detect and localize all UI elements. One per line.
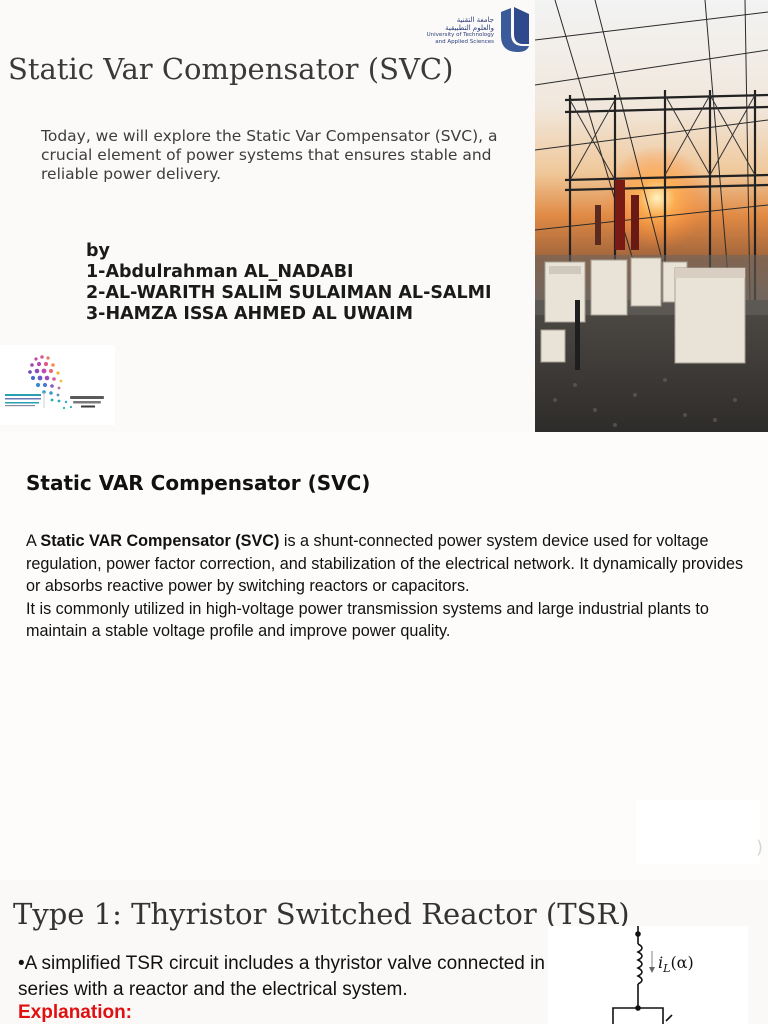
oman-vision-2040-logo xyxy=(0,345,115,425)
university-logo-english-1: University of Technology xyxy=(426,32,494,38)
electrical-substation-photo xyxy=(535,0,768,432)
svc-paragraph-1: A Static VAR Compensator (SVC) is a shunt-connected power system device used for voltage regulation, power factor correction, and stabilization of the electrical network. It dynamically provides or absorbs reactive power by switching reactors or capacitors. xyxy=(26,532,744,595)
tsr-bullet xyxy=(18,951,548,1003)
blank-panel xyxy=(636,800,760,864)
author-by: by xyxy=(86,241,110,261)
university-logo-english-2: and Applied Sciences xyxy=(435,39,494,45)
author-1: 1-Abdulrahman AL_NADABI xyxy=(86,262,354,282)
svc-heading: Static VAR Compensator (SVC) xyxy=(26,471,371,495)
university-logo xyxy=(426,6,532,54)
bracket-glyph-icon: ) xyxy=(756,837,764,858)
svc-term: Static VAR Compensator (SVC) xyxy=(40,532,280,550)
slide-svc-definition xyxy=(0,432,768,880)
circuit-label-current: $i_L(\alpha)$ xyxy=(658,953,694,975)
slide-tsr xyxy=(0,880,768,1024)
slide-title xyxy=(0,0,768,432)
university-logo-arabic-2: والعلوم التطبيقية xyxy=(445,24,494,32)
university-logo-arabic-1: جامعة التقنية xyxy=(456,16,494,24)
bullet-icon: • xyxy=(18,953,25,974)
author-3: 3-HAMZA ISSA AHMED AL UWAIM xyxy=(86,304,414,324)
svc-description xyxy=(26,530,756,643)
author-list xyxy=(86,241,492,325)
explanation-label: Explanation: xyxy=(18,1002,133,1023)
tsr-bullet-text: A simplified TSR circuit includes a thyristor valve connected in series with a reactor and the electrical system. xyxy=(18,953,545,1000)
tsr-circuit-diagram xyxy=(548,926,748,1024)
slide-title-heading: Static Var Compensator (SVC) xyxy=(8,52,454,86)
svc-paragraph-2: It is commonly utilized in high-voltage power transmission systems and large industrial plants to maintain a stable voltage profile and improve power quality. xyxy=(26,599,709,640)
university-mark-icon xyxy=(498,6,532,52)
tsr-title: Type 1: Thyristor Switched Reactor (TSR) xyxy=(13,897,630,931)
intro-text: Today, we will explore the Static Var Compensator (SVC), a crucial element of power systems that ensures stable and reliable power delivery. xyxy=(41,127,498,183)
inductor-icon xyxy=(638,944,642,984)
author-2: 2-AL-WARITH SALIM SULAIMAN AL-SALMI xyxy=(86,283,492,303)
